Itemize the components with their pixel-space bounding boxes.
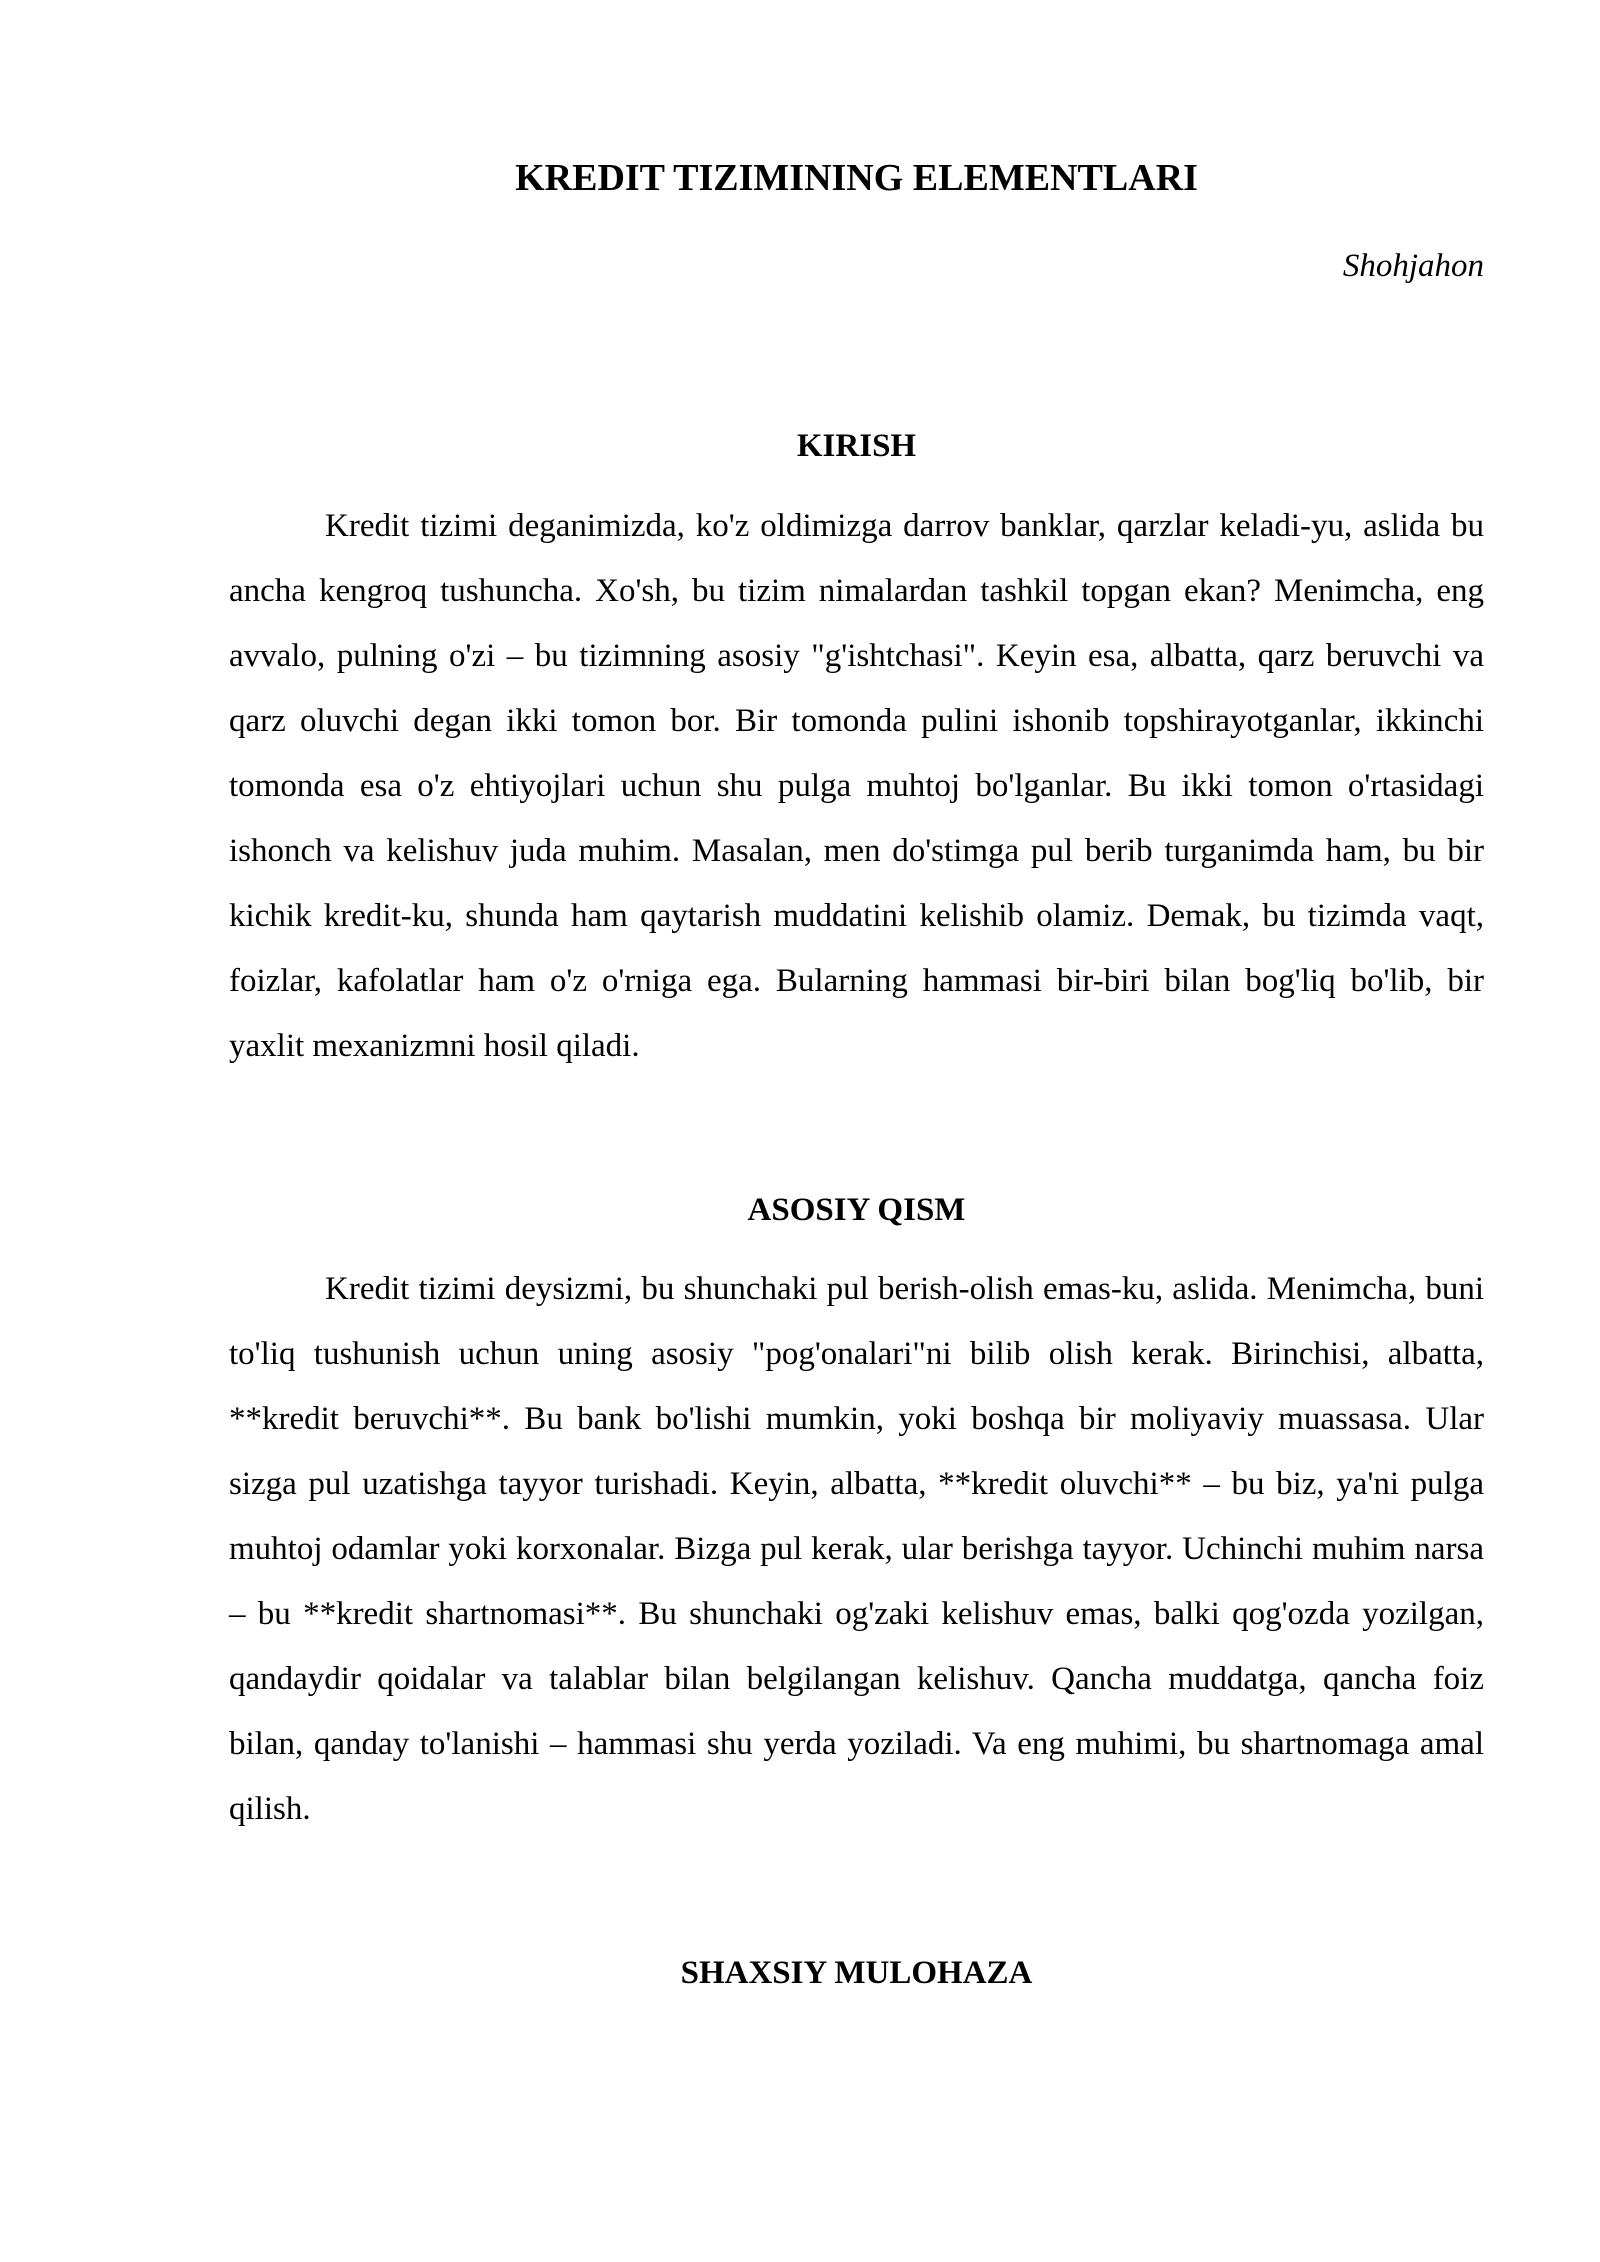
document-title: KREDIT TIZIMINING ELEMENTLARI bbox=[515, 157, 1198, 199]
section-heading-asosiy-qism: ASOSIY QISM bbox=[747, 1192, 966, 1228]
section-paragraph-asosiy-qism: Kredit tizimi deysizmi, bu shunchaki pul berish-olish emas-ku, aslida. Menimcha, buni to'liq tushunish uchun uning asosiy "pog'onalari"ni bilib olish kerak. Birinchisi, albatta, **kredit beruvchi**. Bu bank bo'lishi mumkin, yoki boshqa bir moliyaviy muassasa. Ular sizga pul uzatishga tayyor turishadi. Keyin, albatta, **kredit oluvchi** – bu biz, ya'ni pulga muhtoj odamlar yoki korxonalar. Bizga pul kerak, ular berishga tayyor. Uchinchi muhim narsa – bu **kredit shartnomasi**. Bu shunchaki og'zaki kelishuv emas, balki qog'ozda yozilgan, qandaydir qoidalar va talablar bilan belgilangan kelishuv. Qancha muddatga, qancha foiz bilan, qanday to'lanishi – hammasi shu yerda yoziladi. Va eng muhimi, bu shartnomaga amal qilish. bbox=[229, 1271, 1484, 1827]
author-name: Shohjahon bbox=[1342, 248, 1484, 284]
section-paragraph-kirish: Kredit tizimi deganimizda, ko'z oldimizga darrov banklar, qarzlar keladi-yu, aslida bu ancha kengroq tushuncha. Xo'sh, bu tizim nimalardan tashkil topgan ekan? Menimcha, eng avvalo, pulning o'zi – bu tizimning asosiy "g'ishtchasi". Keyin esa, albatta, qarz beruvchi va qarz oluvchi degan ikki tomon bor. Bir tomonda pulini ishonib topshirayotganlar, ikkinchi tomonda esa o'z ehtiyojlari uchun shu pulga muhtoj bo'lganlar. Bu ikki tomon o'rtasidagi ishonch va kelishuv juda muhim. Masalan, men do'stimga pul berib turganimda ham, bu bir kichik kredit-ku, shunda ham qaytarish muddatini kelishib olamiz. Demak, bu tizimda vaqt, foizlar, kafolatlar ham o'z o'rniga ega. Bularning hammasi bir-biri bilan bog'liq bo'lib, bir yaxlit mexanizmni hosil qiladi. bbox=[229, 508, 1484, 1064]
section-heading-kirish: KIRISH bbox=[796, 428, 917, 464]
section-heading-shaxsiy-mulohaza: SHAXSIY MULOHAZA bbox=[680, 1955, 1033, 1991]
